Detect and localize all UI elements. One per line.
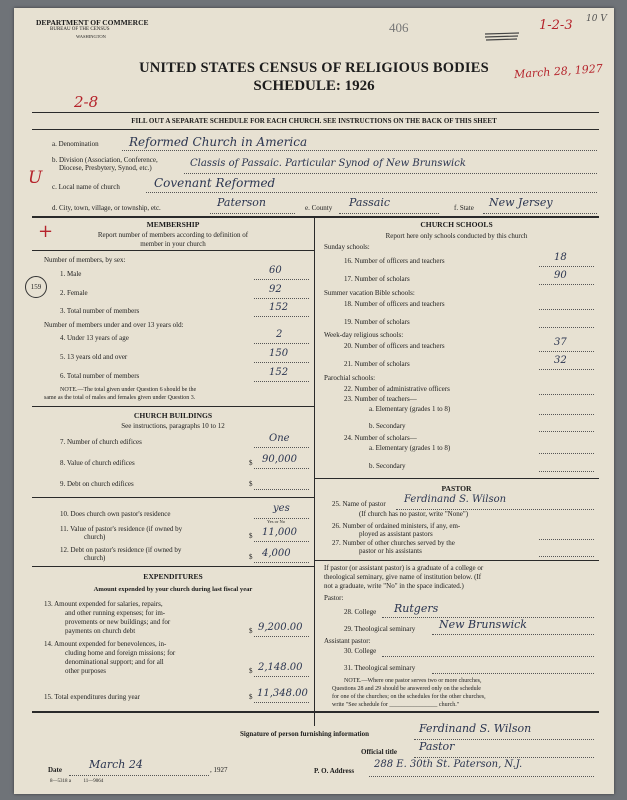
local-name-label: c. Local name of church — [52, 183, 120, 191]
q3-label: 3. Total number of members — [60, 307, 140, 315]
q15-value: 11,348.00 — [257, 688, 308, 699]
q16-label: 16. Number of officers and teachers — [344, 257, 445, 265]
q1-value: 60 — [269, 265, 282, 276]
q3-value: 152 — [269, 302, 289, 313]
state-value: New Jersey — [489, 196, 553, 209]
members-by-sex-label: Number of members, by sex: — [44, 256, 126, 264]
stamp-number: 406 — [389, 20, 409, 35]
q14-line-3: denominational support; and for all — [65, 658, 164, 666]
po-address-value: 288 E. 30th St. Paterson, N.J. — [374, 759, 523, 770]
q4-label: 4. Under 13 years of age — [60, 334, 129, 342]
q12-value: 4,000 — [262, 548, 291, 559]
department-line: DEPARTMENT OF COMMERCE — [36, 18, 149, 27]
q13-line-4: payments on church debt — [65, 627, 136, 635]
q27-label-2: pastor or his assistants — [359, 547, 422, 555]
denomination-label: a. Denomination — [52, 140, 99, 148]
q29-label: 29. Theological seminary — [344, 625, 416, 633]
q29-value: New Brunswick — [439, 618, 527, 631]
membership-intro-2: member in your church — [140, 240, 206, 248]
graduate-note-2: theological seminary, give name of institution below. (If — [324, 573, 482, 581]
q12-label-2: church) — [84, 554, 106, 562]
q23-label: 23. Number of teachers— — [344, 395, 417, 403]
q2-value: 92 — [269, 284, 282, 295]
q23b-label: b. Secondary — [369, 422, 406, 430]
county-label: e. County — [305, 204, 333, 212]
membership-title: MEMBERSHIP — [146, 220, 200, 229]
denomination-value: Reformed Church in America — [129, 135, 308, 149]
parochial-label: Parochial schools: — [324, 374, 376, 382]
signature-value: Ferdinand S. Wilson — [419, 722, 532, 735]
q31-label: 31. Theological seminary — [344, 664, 416, 672]
q17-value: 90 — [554, 270, 567, 281]
q6-label: 6. Total number of members — [60, 372, 140, 380]
schedule-form: DEPARTMENT OF COMMERCE BUREAU OF THE CENSUS WASHINGTON 406 1-2-3 10 V March 28, 1927 UNITED STATES CENSUS OF RELIGIOUS BODIES SCHEDULE: 1926 2-8 FILL OUT A SEPARATE SCHEDULE FOR EACH CHURCH. SEE INSTRUCTIONS ON THE BACK OF THIS SHEET a. Denomination Reformed Church in America b. Division (Association, Conference, Diocese, Presbytery, Synod, etc.) Classis of Passaic. Particular Synod of New Brunswick c. Local name of church Covenant Reformed U + d. City, town, village, or township, etc. Paterson e. County Passaic f. State New Jersey MEMBERSHIP Report number of members according to definition of member in your church Number of members, by sex: 1. Male 60 2. Female 92 3. Total number of members 152 159 Number of members under and over 13 years old: 4. Under 13 years of age 2 5. 13 years old and over 150 6. Total number of members 152 NOTE.—The total given under Question 6 should be the same as the total of males and females given under Question 3. CHURCH BUILDINGS See instructions, paragraphs 10 to 12 7. Number of church edifices One 8. Value of church edifices $ 90,000 9. Debt on church edifices $ 10. Does church own pastor's residence yes Yes or No 11. Value of pastor's residence (if owned by church) $ 11,000 12. Debt on pastor's residence (if owned by church) $ 4,000 EXPENDITURES Amount expended by your church during last fiscal year 13. Amount expended for salaries, repairs, and other running expenses; for im- provements or new buildings; and for payments on church debt $ 9,200.00 14. Amount expended for benevolences, in- cluding home and foreign missions; for denominational support; and for all other purposes $ 2,148.00 15. Total expenditures during year $ 11,348.00 CHURCH SCHOOLS Report here only schools conducted by this church Sunday schools: 16. Number of officers and teachers 18 17. Number of scholars 90 Summer vacation Bible schools: 18. Number of officers and teachers 19. Number of scholars Week-day religious schools: 20. Number of officers and teachers 37 21. Number of scholars 32 Parochial schools: 22. Number of administrative officers 23. Number of teachers— a. Elementary (grades 1 to 8) b. Secondary 24. Number of scholars— a. Elementary (grades 1 to 8) b. Secondary PASTOR 25. Name of pastor Ferdinand S. Wilson (If church has no pastor, write "None") 26. Number of ordained ministers, if any, em- ployed as assistant pastors 27. Number of other churches served by the pastor or his assistants If pastor (or assistant pastor) is a graduate of a college or theological seminary, give name of institution below. (If not a graduate, write "No" in the space indicated.) Pastor: 28. College Rutgers 29. Theological seminary New Brunswick Assistant pastor: 30. College 31. Theological seminary NOTE.—Where one pastor serves two or more churches, Questions 28 and 29 should be answered only on the schedule for one of the churches; on the schedules for the other churches, write "See schedule for ________________ church." Signature of person furnishing information Ferdinand S. Wilson Official title Pastor Date March 24 , 1927 P. O. Address 288 E. 30th St. Paterson, N.J. 8—5318 a 11—9064 — [14, 8, 614, 794]
q6-value: 152 — [269, 367, 289, 378]
q25-note: (If church has no pastor, write "None") — [359, 510, 469, 518]
q11-label-1: 11. Value of pastor's residence (if owned by — [60, 525, 183, 533]
date-value: March 24 — [89, 758, 143, 771]
pastor-label: Pastor: — [324, 594, 344, 602]
q7-value: One — [269, 433, 290, 444]
corner-note: 10 V — [586, 14, 607, 24]
q5-value: 150 — [269, 348, 289, 359]
members-by-age-label: Number of members under and over 13 years old: — [44, 321, 184, 329]
graduate-note-1: If pastor (or assistant pastor) is a graduate of a college or — [324, 564, 484, 572]
q8-value: 90,000 — [262, 454, 297, 465]
q11-value: 11,000 — [262, 527, 297, 538]
buildings-title: CHURCH BUILDINGS — [133, 411, 213, 420]
red-code: 2-8 — [74, 93, 99, 111]
q16-value: 18 — [554, 252, 567, 263]
pastor-note-4: write "See schedule for ________________ church." — [332, 702, 460, 708]
q24b-label: b. Secondary — [369, 462, 406, 470]
q24-label: 24. Number of scholars— — [344, 434, 417, 442]
q2-label: 2. Female — [60, 289, 88, 297]
q4-value: 2 — [276, 329, 283, 340]
division-label-2: Diocese, Presbytery, Synod, etc.) — [59, 164, 152, 172]
q13-value: 9,200.00 — [258, 622, 303, 633]
q28-value: Rutgers — [394, 602, 439, 615]
circled-number: 159 — [25, 276, 47, 298]
q21-value: 32 — [554, 355, 567, 366]
q13-line-2: and other running expenses; for im- — [65, 609, 166, 617]
q9-label: 9. Debt on church edifices — [60, 480, 134, 488]
q13-line-1: 13. Amount expended for salaries, repairs, — [44, 600, 163, 608]
q20-value: 37 — [554, 337, 567, 348]
county-value: Passaic — [349, 196, 390, 209]
q18-label: 18. Number of officers and teachers — [344, 300, 445, 308]
q10-value: yes — [273, 503, 290, 514]
q14-value: 2,148.00 — [258, 662, 303, 673]
schools-title: CHURCH SCHOOLS — [420, 220, 493, 229]
q11-label-2: church) — [84, 533, 106, 541]
membership-note-1: NOTE.—The total given under Question 6 should be the — [60, 387, 197, 393]
sunday-label: Sunday schools: — [324, 243, 370, 251]
official-title-value: Pastor — [419, 740, 455, 753]
schools-intro: Report here only schools conducted by this church — [385, 232, 528, 240]
received-date: March 28, 1927 — [513, 61, 604, 82]
q26-label-2: ployed as assistant pastors — [359, 530, 433, 538]
instructions: FILL OUT A SEPARATE SCHEDULE FOR EACH CHURCH. SEE INSTRUCTIONS ON THE BACK OF THIS SHEET — [131, 117, 497, 125]
city-value: Paterson — [217, 196, 267, 209]
date-label: Date — [48, 766, 62, 774]
summer-label: Summer vacation Bible schools: — [324, 289, 415, 297]
q10-label: 10. Does church own pastor's residence — [60, 510, 171, 518]
po-address-label: P. O. Address — [314, 767, 355, 775]
form-title: UNITED STATES CENSUS OF RELIGIOUS BODIES — [139, 60, 489, 76]
scribble-mark — [484, 28, 520, 38]
q24a-label: a. Elementary (grades 1 to 8) — [369, 444, 451, 452]
q25-value: Ferdinand S. Wilson — [404, 494, 507, 505]
q14-line-4: other purposes — [65, 667, 107, 675]
q28-label: 28. College — [344, 608, 377, 616]
q23a-label: a. Elementary (grades 1 to 8) — [369, 405, 451, 413]
margin-mark-u: U — [28, 168, 43, 188]
q14-line-1: 14. Amount expended for benevolences, in- — [44, 640, 167, 648]
form-subtitle: SCHEDULE: 1926 — [253, 78, 375, 94]
q21-label: 21. Number of scholars — [344, 360, 410, 368]
city-label: d. City, town, village, or township, etc. — [52, 204, 161, 212]
pastor-note-3: for one of the churches; on the schedules for the other churches, — [332, 694, 486, 700]
q19-label: 19. Number of scholars — [344, 318, 410, 326]
signature-label: Signature of person furnishing information — [240, 730, 369, 738]
graduate-note-3: not a graduate, write "No" in the space indicated.) — [324, 582, 464, 590]
q8-label: 8. Value of church edifices — [60, 459, 135, 467]
q14-line-2: cluding home and foreign missions; for — [65, 649, 176, 657]
official-title-label: Official title — [361, 748, 397, 756]
division-label-1: b. Division (Association, Conference, — [52, 156, 158, 164]
margin-mark-x: + — [38, 221, 54, 242]
q13-line-3: provements or new buildings; and for — [65, 618, 171, 626]
bureau-line: BUREAU OF THE CENSUS — [50, 27, 110, 32]
pastor-title: PASTOR — [441, 484, 472, 493]
red-code-top: 1-2-3 — [539, 18, 573, 33]
local-name-value: Covenant Reformed — [154, 176, 276, 190]
weekday-label: Week-day religious schools: — [324, 331, 404, 339]
membership-intro-1: Report number of members according to definition of — [97, 231, 249, 239]
q17-label: 17. Number of scholars — [344, 275, 410, 283]
q1-label: 1. Male — [60, 270, 82, 278]
q20-label: 20. Number of officers and teachers — [344, 342, 445, 350]
form-codes: 8—5318 a 11—9064 — [50, 779, 104, 784]
q27-label-1: 27. Number of other churches served by the — [332, 539, 455, 547]
q5-label: 5. 13 years old and over — [60, 353, 128, 361]
q26-label-1: 26. Number of ordained ministers, if any, em- — [332, 522, 461, 530]
pastor-note-1: NOTE.—Where one pastor serves two or more churches, — [344, 678, 482, 684]
expenditures-intro: Amount expended by your church during last fiscal year — [93, 586, 253, 593]
q30-label: 30. College — [344, 647, 377, 655]
yes-no-hint: Yes or No — [267, 519, 286, 524]
q12-label-1: 12. Debt on pastor's residence (if owned by — [60, 546, 182, 554]
division-value: Classis of Passaic. Particular Synod of New Brunswick — [190, 158, 466, 169]
q25-label: 25. Name of pastor — [332, 500, 386, 508]
buildings-intro: See instructions, paragraphs 10 to 12 — [121, 422, 225, 430]
q7-label: 7. Number of church edifices — [60, 438, 142, 446]
q15-label: 15. Total expenditures during year — [44, 693, 140, 701]
assistant-label: Assistant pastor: — [324, 637, 371, 645]
pastor-note-2: Questions 28 and 29 should be answered only on the schedule — [332, 686, 481, 692]
expenditures-title: EXPENDITURES — [143, 572, 203, 581]
state-label: f. State — [454, 204, 474, 212]
membership-note-2: same as the total of males and females given under Question 3. — [44, 395, 196, 401]
city-line: WASHINGTON — [76, 34, 106, 39]
q22-label: 22. Number of administrative officers — [344, 385, 450, 393]
date-year: , 1927 — [210, 766, 228, 774]
